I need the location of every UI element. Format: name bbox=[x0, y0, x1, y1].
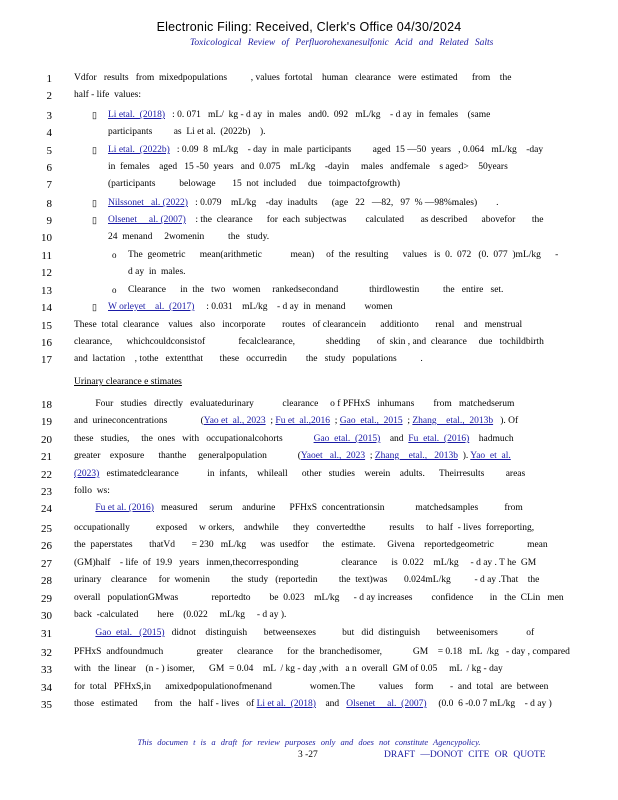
text-segment: Clearance in the two women rankedsecondand thirdlowestin the entire set. bbox=[128, 285, 504, 295]
line-number: 34 bbox=[41, 682, 52, 694]
text-segment: urinary clearance for womenin the study (reportedin the text)was 0.024mL/kg - d ay .That the bbox=[74, 575, 540, 585]
line-text bbox=[74, 469, 525, 479]
text-segment: for total PFHxS,in amixedpopulationofmenand women.The values form - and total are between bbox=[74, 682, 549, 692]
text-segment: : 0.09 8 mL/kg - day in male participants aged 15 —50 years , 0.064 mL/kg -day bbox=[169, 145, 544, 155]
text-segment bbox=[74, 503, 95, 513]
text-segment: : the clearance for each subjectwas calculated as described abovefor the bbox=[185, 215, 544, 225]
line-text bbox=[128, 285, 503, 295]
bullet-icon: ▯ bbox=[92, 302, 97, 312]
citation-link[interactable]: Li etal. (2018) bbox=[108, 110, 165, 120]
line-text bbox=[74, 486, 110, 496]
citation-link[interactable]: Nilssonet al. (2022) bbox=[108, 198, 188, 208]
text-line bbox=[0, 90, 618, 104]
line-number: 28 bbox=[41, 575, 52, 587]
text-line bbox=[0, 628, 618, 642]
line-text bbox=[108, 302, 393, 312]
line-text bbox=[128, 250, 558, 260]
text-segment: overall populationGMwas reportedto be 0.023 mL/kg - d ay increases confidence in the CLin men bbox=[74, 593, 564, 603]
text-line bbox=[0, 503, 618, 517]
bullet-icon: ▯ bbox=[92, 198, 97, 208]
text-segment: The geometric mean(arithmetic mean) of the resulting values is 0. 072 (0. 077 )mL/kg - bbox=[128, 250, 559, 260]
line-number: 5 bbox=[46, 145, 52, 157]
line-number: 25 bbox=[41, 523, 52, 535]
line-number: 10 bbox=[41, 232, 52, 244]
citation-link[interactable]: Fu etal. (2016) bbox=[408, 434, 470, 444]
text-segment: measured serum andurine PFHxS concentrationsin matchedsamples from bbox=[153, 503, 523, 513]
citation-link[interactable]: W orleyet al. (2017) bbox=[108, 302, 195, 312]
text-segment: those estimated from the half - lives of bbox=[74, 699, 257, 709]
text-line bbox=[0, 699, 618, 713]
line-number: 24 bbox=[41, 503, 52, 515]
citation-link[interactable]: Gao etal. (2015) bbox=[95, 628, 165, 638]
text-line bbox=[0, 469, 618, 483]
line-text bbox=[74, 399, 514, 409]
line-text bbox=[74, 682, 548, 692]
line-text bbox=[74, 647, 570, 657]
text-segment: ; bbox=[365, 451, 375, 461]
citation-link[interactable]: Yaoet al., 2023 bbox=[300, 451, 366, 461]
line-number: 9 bbox=[46, 215, 52, 227]
text-segment: in females aged 15 -50 years and 0.075 mL/kg -dayin males andfemale s aged> 50years bbox=[108, 162, 508, 172]
line-text bbox=[108, 145, 543, 155]
text-segment: clearance, whichcouldconsistof fecalclearance, shedding of skin , and clearance due tochildbirth bbox=[74, 337, 544, 347]
text-segment: ; bbox=[330, 416, 340, 426]
text-segment: : 0. 071 mL/ kg - d ay in males and0. 092 mL/kg - d ay in females (same bbox=[164, 110, 491, 120]
line-number: 2 bbox=[46, 90, 52, 102]
line-number: 26 bbox=[41, 540, 52, 552]
text-segment: occupationally exposed w orkers, andwhile they convertedthe results to half - lives forreporting, bbox=[74, 523, 535, 533]
citation-link[interactable]: Fu et al.,2016 bbox=[275, 416, 331, 426]
citation-link[interactable]: Yao et al. bbox=[470, 451, 511, 461]
line-text bbox=[74, 699, 552, 709]
line-number: 19 bbox=[41, 416, 52, 428]
text-line bbox=[0, 250, 618, 264]
line-text bbox=[74, 416, 518, 426]
citation-link[interactable]: Zhang etal., 2013b bbox=[374, 451, 458, 461]
line-text bbox=[74, 337, 544, 347]
text-segment: ). bbox=[457, 451, 471, 461]
text-line bbox=[0, 558, 618, 572]
text-segment: and lactation , tothe extentthat these occurredin the study populations . bbox=[74, 354, 423, 364]
bullet-icon: ▯ bbox=[92, 145, 97, 155]
text-segment: d ay in males. bbox=[128, 267, 186, 277]
text-line bbox=[0, 486, 618, 500]
text-line bbox=[0, 664, 618, 678]
line-number: 13 bbox=[41, 285, 52, 297]
line-text bbox=[74, 451, 511, 461]
text-line bbox=[0, 179, 618, 193]
text-segment: greater exposure thanthe generalpopulation ( bbox=[74, 451, 301, 461]
citation-link[interactable]: Zhang etal., 2013b bbox=[412, 416, 494, 426]
text-segment: (GM)half - life of 19.9 years inmen,thecorresponding clearance is 0.022 mL/kg - d ay . T he GM bbox=[74, 558, 537, 568]
text-segment: these studies, the ones with occupationalcohorts bbox=[74, 434, 314, 444]
section-heading: Urinary clearance e stimates bbox=[74, 377, 182, 387]
text-line bbox=[0, 232, 618, 246]
text-segment: These total clearance values also incorporate routes of clearancein additionto renal and menstrual bbox=[74, 320, 523, 330]
line-text bbox=[108, 179, 400, 189]
line-number: 1 bbox=[46, 73, 52, 85]
line-text bbox=[74, 540, 548, 550]
draft-notice: DRAFT —DONOT CITE OR QUOTE bbox=[384, 750, 546, 760]
line-number: 35 bbox=[41, 699, 52, 711]
line-number: 7 bbox=[46, 179, 52, 191]
citation-link[interactable]: Gao etal. (2015) bbox=[313, 434, 381, 444]
line-text bbox=[74, 593, 564, 603]
text-segment: hadmuch bbox=[469, 434, 514, 444]
text-segment: participants as Li et al. (2022b) ). bbox=[108, 127, 266, 137]
citation-link[interactable]: Yao et al., 2023 bbox=[203, 416, 266, 426]
text-line bbox=[0, 682, 618, 696]
line-text bbox=[74, 320, 522, 330]
line-number: 11 bbox=[41, 250, 52, 262]
bullet-icon: o bbox=[112, 285, 117, 295]
text-segment: follo ws: bbox=[74, 486, 110, 496]
text-line bbox=[0, 127, 618, 141]
line-number: 21 bbox=[41, 451, 52, 463]
line-text bbox=[108, 110, 490, 120]
text-segment: Vdfor results from mixedpopulations , values fortotal human clearance were estimated from the bbox=[74, 73, 512, 83]
line-number: 3 bbox=[46, 110, 52, 122]
text-line bbox=[0, 110, 618, 124]
text-line bbox=[0, 416, 618, 430]
line-number: 16 bbox=[41, 337, 52, 349]
text-segment: : 0.079 mL/kg -day inadults (age 22 —82, 97 % —98%males) . bbox=[187, 198, 499, 208]
line-number: 6 bbox=[46, 162, 52, 174]
line-number: 17 bbox=[41, 354, 52, 366]
text-line bbox=[0, 647, 618, 661]
text-segment: Four studies directly evaluatedurinary clearance o f PFHxS inhumans from matchedserum bbox=[74, 399, 515, 409]
text-segment: 24 menand 2womenin the study. bbox=[108, 232, 270, 242]
citation-link[interactable]: Li etal. (2022b) bbox=[108, 145, 170, 155]
text-line bbox=[0, 145, 618, 159]
text-line bbox=[0, 73, 618, 87]
text-segment: (0.0 6 -0.0 7 mL/kg - d ay ) bbox=[426, 699, 552, 709]
citation-link[interactable]: (2023) bbox=[74, 469, 100, 479]
line-text bbox=[74, 558, 536, 568]
text-line bbox=[0, 302, 618, 316]
line-number: 15 bbox=[41, 320, 52, 332]
citation-link[interactable]: Olsenet al. (2007) bbox=[108, 215, 186, 225]
text-line bbox=[0, 593, 618, 607]
line-number: 27 bbox=[41, 558, 52, 570]
text-line bbox=[0, 540, 618, 554]
text-line bbox=[0, 434, 618, 448]
text-line bbox=[0, 354, 618, 368]
text-segment: and urineconcentrations ( bbox=[74, 416, 204, 426]
line-text bbox=[74, 664, 503, 674]
text-segment: with the linear (n - ) isomer, GM = 0.04 mL / kg - day ,with a n overall GM of 0.05 mL / kg - day bbox=[74, 664, 503, 674]
citation-link[interactable]: Li et al. (2018) bbox=[256, 699, 316, 709]
line-number: 29 bbox=[41, 593, 52, 605]
line-text bbox=[108, 215, 544, 225]
citation-link[interactable]: Gao etal., 2015 bbox=[339, 416, 403, 426]
text-line bbox=[0, 451, 618, 465]
line-text bbox=[108, 127, 266, 137]
citation-link[interactable]: Fu et al. (2016) bbox=[95, 503, 154, 513]
line-text bbox=[74, 503, 523, 513]
text-segment: ). Of bbox=[493, 416, 519, 426]
document-subtitle: Toxicological Review of Perfluorohexanesulfonic Acid and Related Salts bbox=[190, 38, 494, 48]
line-text bbox=[74, 628, 534, 638]
line-text bbox=[128, 267, 186, 277]
line-number: 14 bbox=[41, 302, 52, 314]
text-segment: ; bbox=[265, 416, 276, 426]
line-text bbox=[74, 610, 286, 620]
line-number: 23 bbox=[41, 486, 52, 498]
line-number: 18 bbox=[41, 399, 52, 411]
text-segment: estimatedclearance in infants, whileall other studies werein adults. Theirresults areas bbox=[99, 469, 526, 479]
text-line bbox=[0, 523, 618, 537]
line-number: 32 bbox=[41, 647, 52, 659]
text-segment: ; bbox=[402, 416, 413, 426]
text-segment: back -calculated here (0.022 mL/kg - d ay ). bbox=[74, 610, 287, 620]
line-number: 8 bbox=[46, 198, 52, 210]
line-text bbox=[74, 90, 141, 100]
text-line bbox=[0, 337, 618, 351]
text-line bbox=[0, 285, 618, 299]
page-number: 3 -27 bbox=[298, 750, 318, 760]
footer-disclaimer: This documen t is a draft for review purposes only and does not constitute Agencypolicy. bbox=[137, 737, 481, 747]
line-text bbox=[74, 434, 514, 444]
text-segment: (participants belowage 15 not included due toimpactofgrowth) bbox=[108, 179, 401, 189]
line-text bbox=[108, 162, 508, 172]
text-segment bbox=[74, 628, 95, 638]
line-number: 22 bbox=[41, 469, 52, 481]
line-number: 31 bbox=[41, 628, 52, 640]
citation-link[interactable]: Olsenet al. (2007) bbox=[346, 699, 427, 709]
text-line bbox=[0, 399, 618, 413]
text-segment: and bbox=[380, 434, 409, 444]
text-segment: half - life values: bbox=[74, 90, 142, 100]
line-text bbox=[74, 354, 423, 364]
text-segment: didnot distinguish betweensexes but did distinguish betweenisomers of bbox=[164, 628, 535, 638]
bullet-icon: ▯ bbox=[92, 215, 97, 225]
line-text bbox=[74, 575, 539, 585]
text-segment: the paperstates thatVd = 230 mL/kg was usedfor the estimate. Givena reportedgeometric mean bbox=[74, 540, 548, 550]
text-line bbox=[0, 267, 618, 281]
line-number: 20 bbox=[41, 434, 52, 446]
filing-header: Electronic Filing: Received, Clerk's Office 04/30/2024 bbox=[156, 20, 462, 34]
bullet-icon: o bbox=[112, 250, 117, 260]
text-line bbox=[0, 610, 618, 624]
text-line bbox=[0, 162, 618, 176]
text-segment: and bbox=[315, 699, 347, 709]
line-text bbox=[74, 523, 534, 533]
line-number: 33 bbox=[41, 664, 52, 676]
text-line bbox=[0, 320, 618, 334]
text-line bbox=[0, 215, 618, 229]
line-text bbox=[108, 198, 499, 208]
line-number: 4 bbox=[46, 127, 52, 139]
line-text bbox=[108, 232, 269, 242]
text-line bbox=[0, 575, 618, 589]
line-text bbox=[74, 73, 511, 83]
text-segment: : 0.031 mL/kg - d ay in menand women bbox=[194, 302, 393, 312]
bullet-icon: ▯ bbox=[92, 110, 97, 120]
line-number: 12 bbox=[41, 267, 52, 279]
line-number: 30 bbox=[41, 610, 52, 622]
text-line bbox=[0, 198, 618, 212]
text-segment: PFHxS andfoundmuch greater clearance for the branchedisomer, GM = 0.18 mL /kg - day , compared bbox=[74, 647, 570, 657]
